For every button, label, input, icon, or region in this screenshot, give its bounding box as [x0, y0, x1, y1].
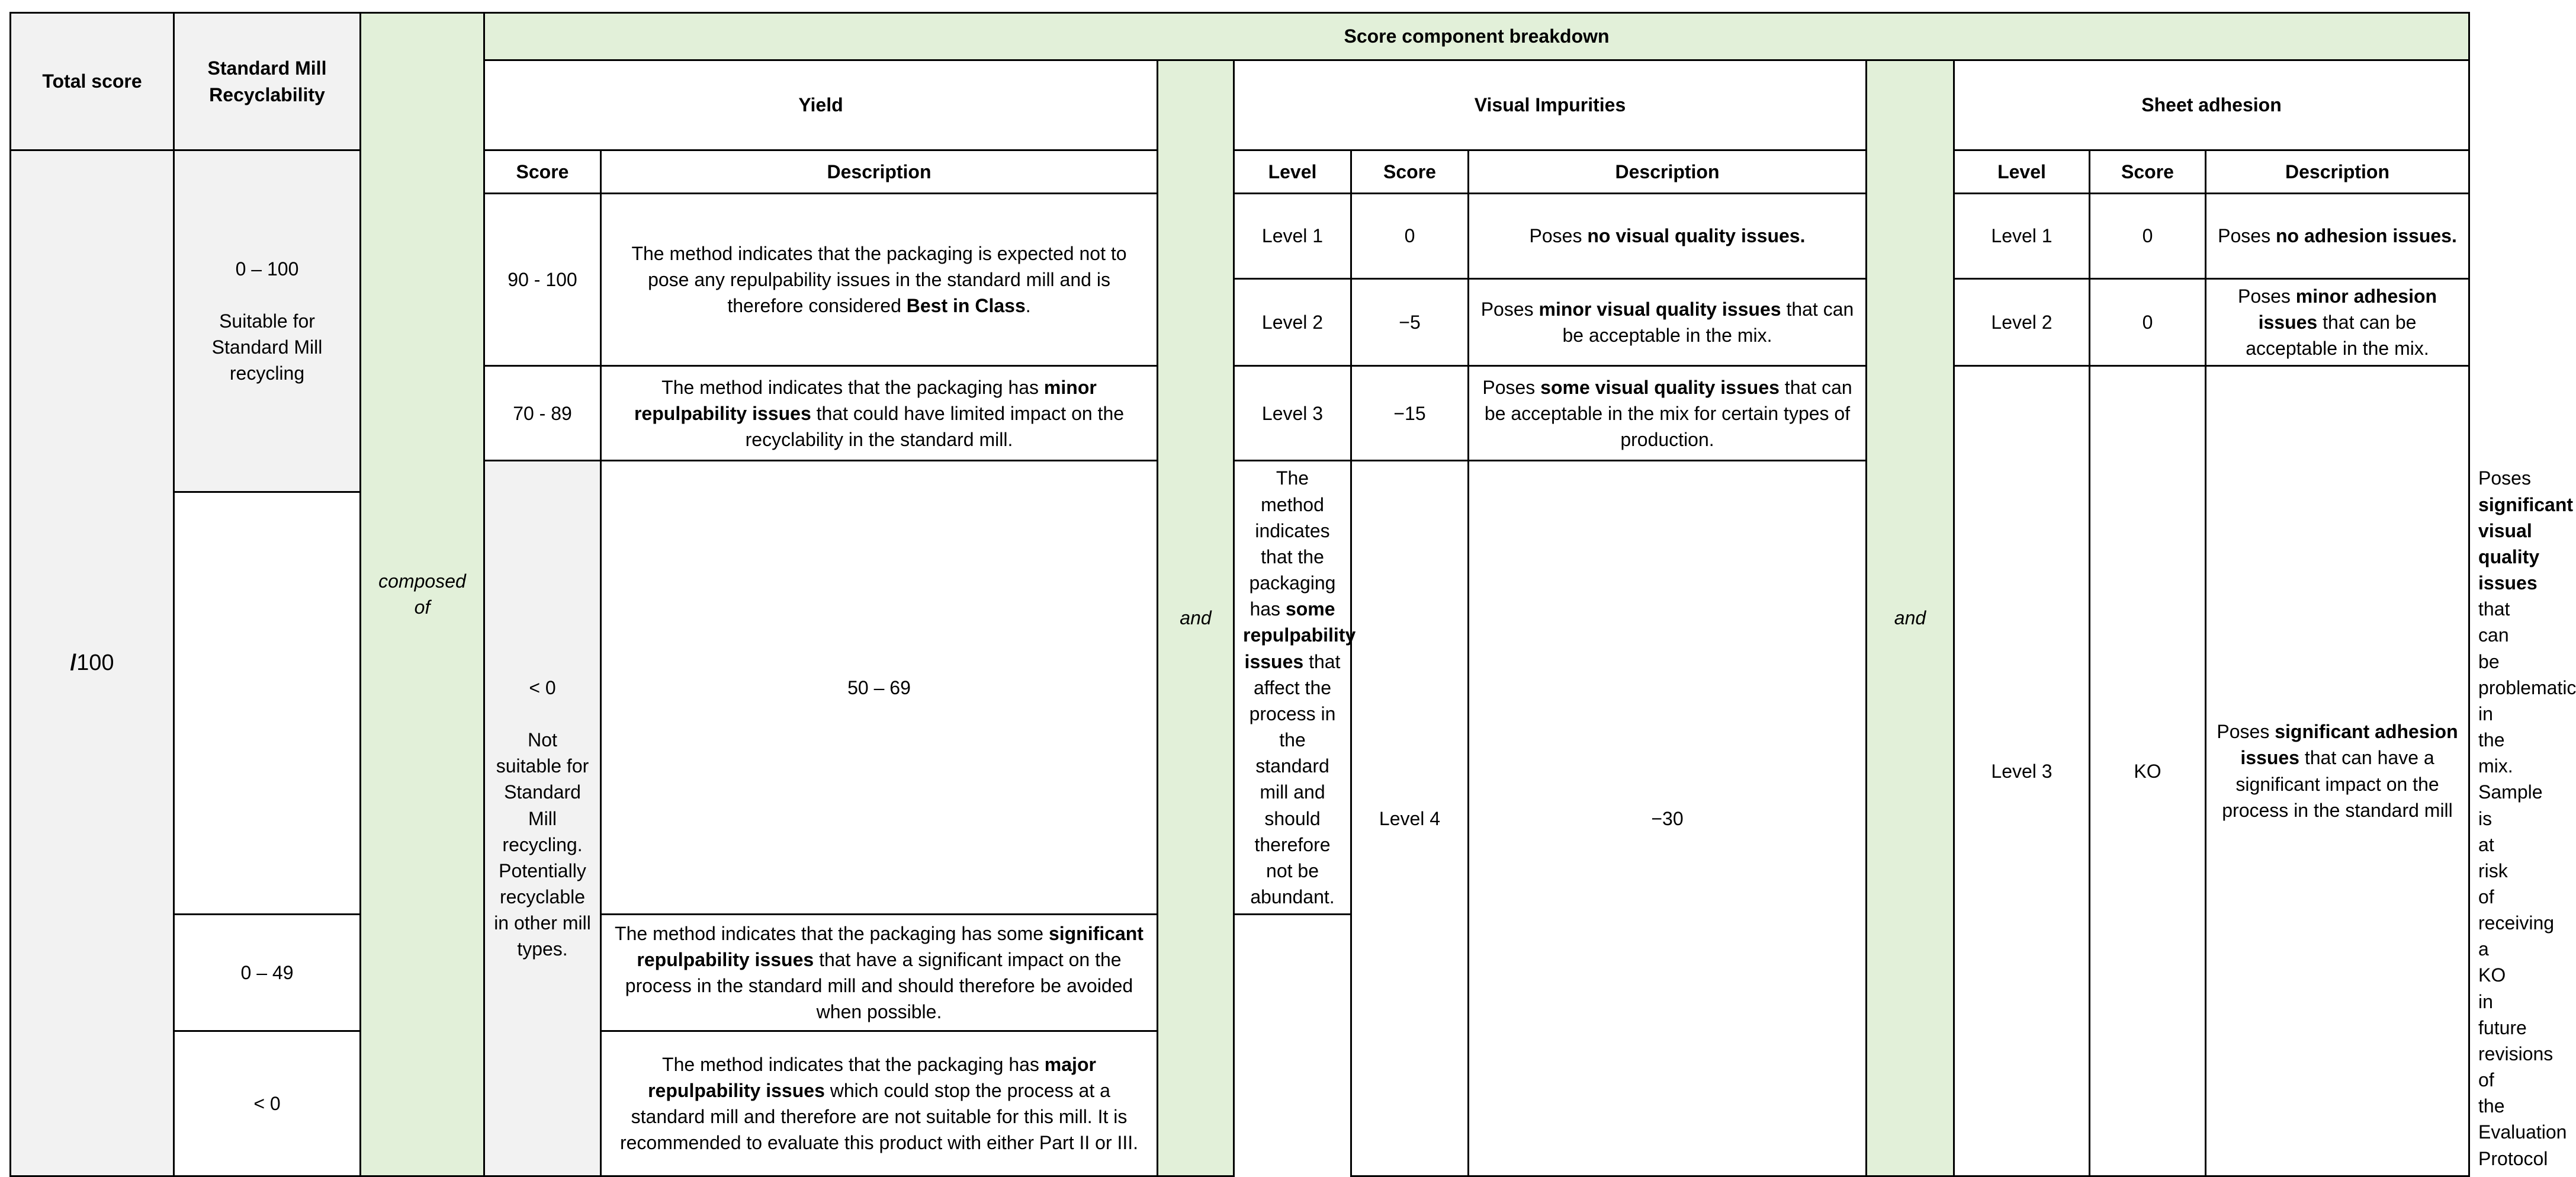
yield-description: The method indicates that the packaging has some repulpability issues that affect the process in the standard mill and should therefore not be abundant. — [1234, 461, 1351, 915]
yield-score: 70 - 89 — [484, 366, 601, 461]
score-table: Total score Standard Mill Recyclability composed of Score component breakdown Yield and Visual Impurities and Sheet adhesion /100 0 – 100 Suitable for Standard Mill recycling Score Description Level Score Description Level Score Description 90 - 100 The method indicates that the packaging is expected not to pose any repulpability issues in the standard mill and is therefore considered Best in Class. Level 1 0 Poses no visual quality issues. Level 1 0 Poses no adhesion issues. Level 2 −5 Poses minor visual quality issues that can be acceptable in the mix. Level 2 0 Poses minor adhesion issues that can be acceptable in the mix. 70 - 89 The method indicates that the packaging has minor repulpability issues that could have limited impact on the recyclability in the standard mill. Level 3 −15 Poses some visual quality issues that can be acceptable in the mix for certain types of production. Level 3 KO Poses significant adhesion issues that can have a significant impact on the process in the standard mill < 0 Not suitable for Standard Mill recycling. Potentially recyclable in other mill types. 50 – 69 The method indicates that the packaging has some repulpability issues that affect the process in the standard mill and should therefore not be abundant. Level 4 −30 Poses significant visual quality issues that can be problematic in the mix. Sample is at risk of receiving a KO in future revisions of the Evaluation Protocol 0 – 49 The method indicates that the packaging has some significant repulpability issues that have a significant impact on the process in the standard mill and should therefore be avoided when possible. < 0 The method indicates that the packaging has major repulpability issues which could stop the process at a standard mill and therefore are not suitable for this mill. It is recommended to evaluate this product with either Part II or III. — [9, 12, 2470, 1177]
yield-description: The method indicates that the packaging has minor repulpability issues that could have limited impact on the recyclability in the standard mill. — [601, 366, 1158, 461]
adhesion-score: 0 — [2090, 194, 2206, 279]
recyclability-not-suitable: < 0 Not suitable for Standard Mill recycling. Potentially recyclable in other mill types. — [484, 461, 601, 1176]
yield-score-header: Score — [484, 150, 601, 194]
visual-level: Level 4 — [1351, 461, 1469, 1176]
and-connector-1: and — [1158, 60, 1234, 1176]
yield-description: The method indicates that the packaging is expected not to pose any repulpability issues in the standard mill and is therefore considered Best in Class. — [601, 194, 1158, 366]
adhesion-level: Level 1 — [1954, 194, 2090, 279]
and-connector-2: and — [1867, 60, 1954, 1176]
visual-description: Poses some visual quality issues that can be acceptable in the mix for certain types of production. — [1469, 366, 1867, 461]
total-score-header: Total score — [11, 13, 174, 150]
adhesion-description-header: Description — [2206, 150, 2469, 194]
adhesion-description: Poses significant adhesion issues that can have a significant impact on the process in the standard mill — [2206, 366, 2469, 1176]
adhesion-level-header: Level — [1954, 150, 2090, 194]
adhesion-description: Poses no adhesion issues. — [2206, 194, 2469, 279]
visual-description-header: Description — [1469, 150, 1867, 194]
visual-level-header: Level — [1234, 150, 1351, 194]
yield-description: The method indicates that the packaging has major repulpability issues which could stop the process at a standard mill and therefore are not suitable for this mill. It is recommended to evaluate this product with either Part II or III. — [601, 1031, 1158, 1176]
visual-score: −15 — [1351, 366, 1469, 461]
adhesion-score: KO — [2090, 366, 2206, 1176]
visual-score: 0 — [1351, 194, 1469, 279]
visual-score-header: Score — [1351, 150, 1469, 194]
yield-score: 90 - 100 — [484, 194, 601, 366]
visual-description: Poses no visual quality issues. — [1469, 194, 1867, 279]
recyclability-suitable: 0 – 100 Suitable for Standard Mill recycling — [174, 150, 361, 492]
visual-score: −30 — [1469, 461, 1867, 1176]
recyclability-header: Standard Mill Recyclability — [174, 13, 361, 150]
composed-of-connector: composed of — [361, 13, 484, 1176]
yield-header: Yield — [484, 60, 1158, 150]
visual-score: −5 — [1351, 279, 1469, 366]
adhesion-level: Level 2 — [1954, 279, 2090, 366]
adhesion-score-header: Score — [2090, 150, 2206, 194]
visual-impurities-header: Visual Impurities — [1234, 60, 1867, 150]
adhesion-description: Poses minor adhesion issues that can be acceptable in the mix. — [2206, 279, 2469, 366]
yield-description-header: Description — [601, 150, 1158, 194]
yield-score: 0 – 49 — [174, 915, 361, 1031]
visual-level: Level 3 — [1234, 366, 1351, 461]
yield-description: The method indicates that the packaging has some significant repulpability issues that have a significant impact on the process in the standard mill and should therefore be avoided when possible. — [601, 915, 1158, 1031]
yield-score: 50 – 69 — [601, 461, 1158, 915]
sheet-adhesion-header: Sheet adhesion — [1954, 60, 2469, 150]
breakdown-header: Score component breakdown — [484, 13, 2469, 60]
visual-description: Poses minor visual quality issues that can be acceptable in the mix. — [1469, 279, 1867, 366]
yield-score: < 0 — [174, 1031, 361, 1176]
adhesion-level: Level 3 — [1954, 366, 2090, 1176]
adhesion-score: 0 — [2090, 279, 2206, 366]
visual-level: Level 1 — [1234, 194, 1351, 279]
total-score-value: /100 — [11, 150, 174, 1176]
visual-level: Level 2 — [1234, 279, 1351, 366]
